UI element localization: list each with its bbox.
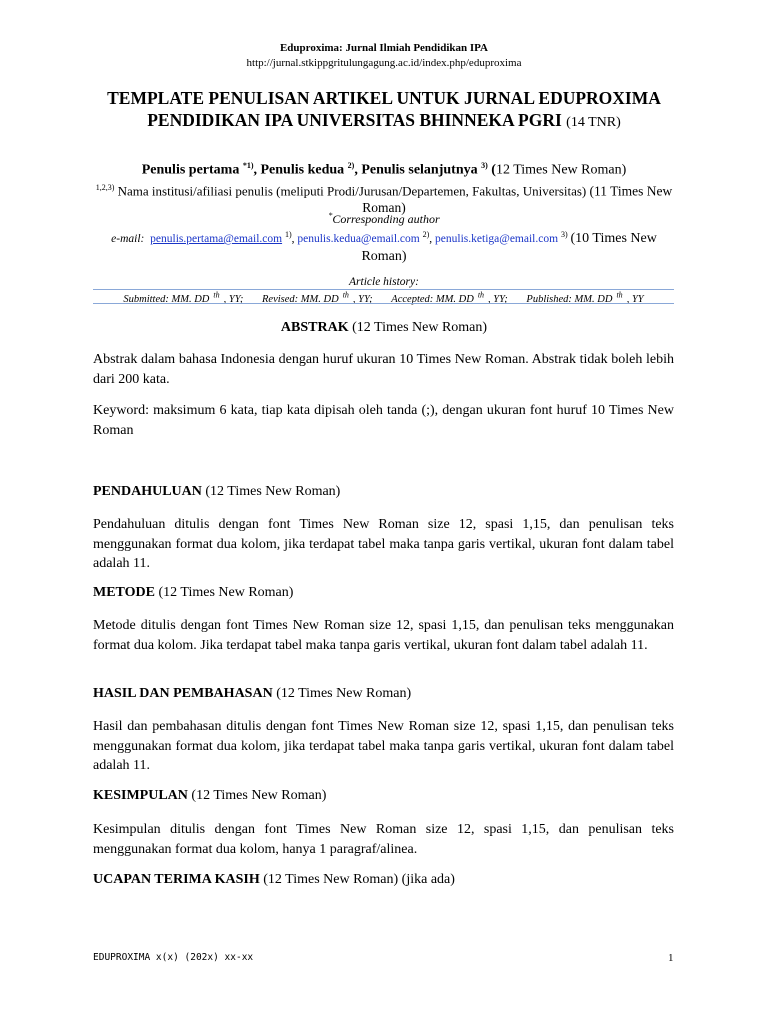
section-body-kesimpulan: Kesimpulan ditulis dengan font Times New Roman size 12, spasi 1,15, dan penulisan teks menggunakan format dua kolom, hanya 1 paragraf/alinea. [93,822,674,857]
authors-font-note: 12 Times New Roman) [495,162,627,178]
history-submitted: Submitted: MM. DD $^{th}$ , YY; [123,290,244,305]
journal-url: http://jurnal.stkippgritulungagung.ac.id/index.php/eduproxima [246,57,522,69]
author-first-sup: *1) [242,161,254,170]
email-link-first[interactable]: penulis.pertama@email.com [150,232,283,245]
email-list: e-mail: penulis.pertama@email.com $^{1)}$, penulis.kedua@email.com $^{2)}$, penulis.ketiga@email.com $^{3)}$ (10 Times New Roman) [111,230,657,264]
article-history-label: Article history: [349,276,419,288]
section-heading-pendahuluan: PENDAHULUAN (12 Times New Roman) [93,484,341,499]
corresponding-label: Corresponding author [332,212,440,226]
section-body-pendahuluan: Pendahuluan ditulis dengan font Times New Roman size 12, spasi 1,15, dan penulisan teks menggunakan format dua kolom, jika terdapat tabel maka tanpa garis vertikal, ukuran font dalam tabel adalah 11. [93,517,674,571]
history-published: Published: MM. DD $^{th}$ , YY [526,290,644,305]
footer-citation: EDUPROXIMA x(x) (202x) xx-xx [93,952,254,963]
author-third: Penulis selanjutnya [361,162,478,178]
author-first: Penulis pertama [141,162,240,178]
abstract-body: Abstrak dalam bahasa Indonesia dengan huruf ukuran 10 Times New Roman. Abstrak tidak boleh lebih dari 200 kata. [93,352,674,387]
abstract-heading: ABSTRAK (12 Times New Roman) [280,320,488,335]
title-line-2 [60,109,708,134]
email-link-second[interactable]: penulis.kedua@email.com [297,232,420,245]
author-list: Penulis pertama $^{*1)}$, Penulis kedua $^{2)}$, Penulis selanjutnya $^{3)}$ (12 Times New Roman) [141,161,627,178]
section-body-hasil: Hasil dan pembahasan ditulis dengan font Times New Roman size 12, spasi 1,15, dan penulisan teks menggunakan format dua kolom, jika terdapat tabel maka tanpa garis vertikal, ukuran font dalam tabel adalah 11. [93,719,674,773]
history-accepted: Accepted: MM. DD $^{th}$ , YY; [391,290,508,305]
email-third-sup: 3) [560,230,568,239]
section-heading-kesimpulan: KESIMPULAN (12 Times New Roman) [93,788,327,803]
section-heading-metode: METODE (12 Times New Roman) [93,585,294,600]
affiliation-sup: 1,2,3) [95,183,115,192]
article-title [60,87,708,134]
section-heading-hasil: HASIL DAN PEMBAHASAN (12 Times New Roman) [93,686,412,701]
email-font-note: (10 Times New Roman) [361,230,657,264]
corresponding-author: *Corresponding author [328,211,440,226]
email-first-sup: 1) [284,230,292,239]
affiliation-font-note: (11 Times New Roman) [362,183,673,216]
author-second-sup: 2) [347,161,355,170]
history-bottom-rule [93,303,674,304]
email-link-third[interactable]: penulis.ketiga@email.com [435,232,559,245]
abstract-keywords: Keyword: maksimum 6 kata, tiap kata dipisah oleh tanda (;), dengan ukuran font huruf 10 Times New Roman [93,403,674,438]
title-line-2-text: PENDIDIKAN IPA UNIVERSITAS BHINNEKA PGRI [147,110,562,130]
history-revised: Revised: MM. DD $^{th}$ , YY; [262,290,373,305]
affiliation-text: Nama institusi/afiliasi penulis (meliputi Prodi/Jurusan/Departemen, Fakultas, Universitas) [117,183,587,199]
page-number: 1 [668,952,674,964]
title-line-1: TEMPLATE PENULISAN ARTIKEL UNTUK JURNAL EDUPROXIMA [107,88,661,108]
section-heading-ucapan: UCAPAN TERIMA KASIH (12 Times New Roman) (jika ada) [93,872,455,887]
author-third-sup: 3) [481,161,488,170]
email-label: e-mail [111,232,141,245]
email-second-sup: 2) [422,230,430,239]
title-font-note: (14 TNR) [566,115,621,130]
journal-name: Eduproxima: Jurnal Ilmiah Pendidikan IPA [279,42,489,54]
section-body-metode: Metode ditulis dengan font Times New Roman size 12, spasi 1,15, dan penulisan teks menggunakan format dua kolom. Jika terdapat tabel maka tanpa garis vertikal, ukuran font dalam tabel adalah 11. [93,618,674,653]
author-second: Penulis kedua [260,162,345,178]
